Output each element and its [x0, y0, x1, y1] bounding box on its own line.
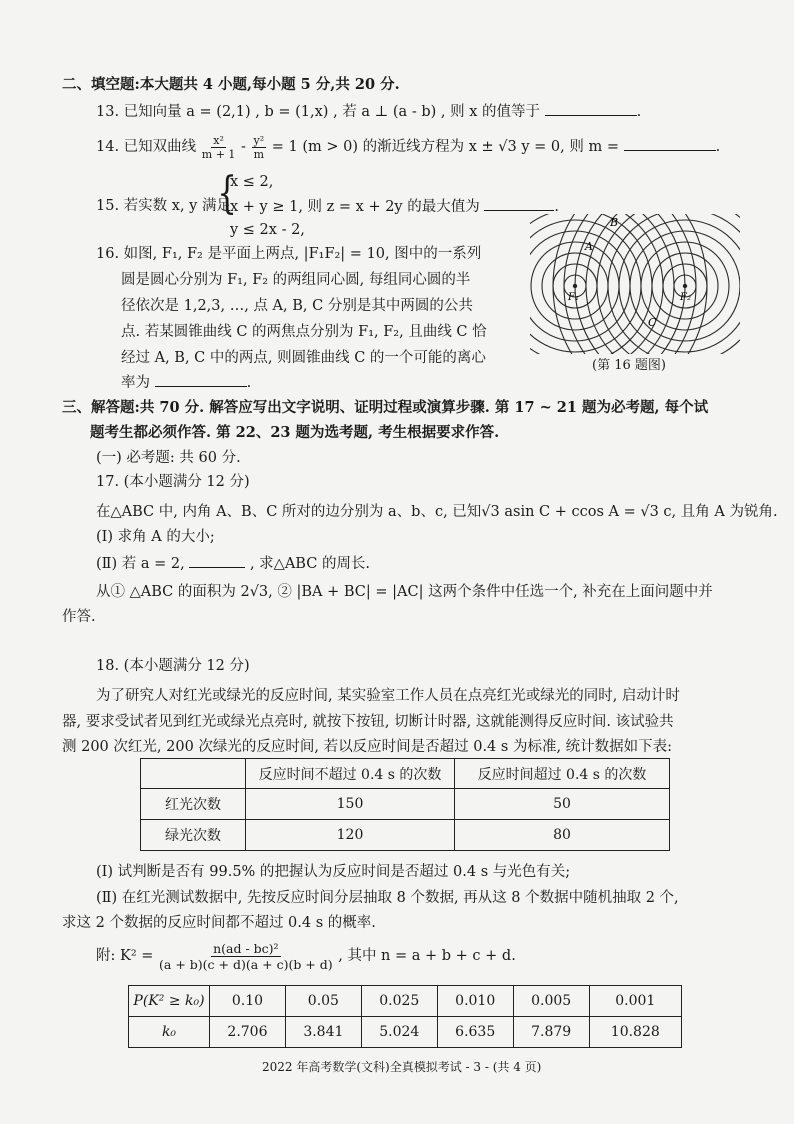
answer-blank-15: [484, 196, 554, 211]
question-18-line-1: 为了研究人对红光或绿光的反应时间, 某实验室工作人员在点亮红光或绿光的同时, 启动计时: [96, 688, 680, 704]
question-16-line-1: 16. 如图, F₁, F₂ 是平面上两点, |F₁F₂| = 10, 图中的一系列: [96, 246, 482, 262]
question-18-part-1: (Ⅰ) 试判断是否有 99.5% 的把握认为反应时间是否超过 0.4 s 与光色有关;: [96, 864, 571, 880]
critical-value-table: [128, 985, 682, 1048]
question-13: 13. 已知向量 a = (2,1) , b = (1,x) , 若 a ⊥ (a - b) , 则 x 的值等于 .: [96, 101, 641, 122]
critical-table-cell: 0.05: [285, 986, 361, 1017]
brace-symbol: {: [217, 168, 237, 219]
formula-fraction: [159, 941, 333, 972]
label-b: B: [610, 216, 619, 229]
table-cell-red-not-over: 150: [246, 789, 455, 820]
formula-pre: 附: K² =: [96, 948, 154, 964]
question-15-pre: 15. 若实数 x, y 满足: [96, 198, 231, 214]
question-14-post: = 1 (m > 0) 的渐近线方程为 x ± √3 y = 0, 则 m =: [271, 139, 619, 155]
question-14-pre: 14. 已知双曲线: [96, 139, 197, 155]
focus-f1-dot: [573, 284, 577, 288]
question-17-part-1: (Ⅰ) 求角 A 的大小;: [96, 529, 215, 545]
question-16-line-2: 圆是圆心分别为 F₁, F₂ 的两组同心圆, 每组同心圆的半: [121, 272, 471, 288]
question-17-part-2: [96, 553, 370, 574]
fraction-x2-den: m + 1: [201, 147, 236, 161]
question-17-part-2-post: , 求△ABC 的周长.: [249, 556, 371, 572]
question-17-condition: 从① △ABC 的面积为 2√3, ② |BA + BC| = |AC| 这两个条件中任选一个, 补充在上面问题中并: [96, 584, 713, 600]
figure-caption: (第 16 题图): [592, 358, 666, 373]
table-header-not-over: 反应时间不超过 0.4 s 的次数: [246, 759, 455, 789]
critical-table-cell: 3.841: [285, 1017, 361, 1048]
table-cell-red-over: 50: [455, 789, 670, 820]
figure-concentric-circles: [530, 214, 740, 354]
answer-blank-13: [545, 101, 637, 116]
question-16-text-end: 率为: [121, 375, 150, 391]
table-row: [141, 789, 670, 820]
label-c: C: [648, 316, 657, 329]
question-13-text: 13. 已知向量 a = (2,1) , b = (1,x) , 若 a ⊥ (a - b) , 则 x 的值等于: [96, 104, 540, 120]
formula-post: , 其中 n = a + b + c + d.: [338, 948, 516, 964]
critical-table-cell: 0.005: [513, 986, 589, 1017]
question-17-end: 作答.: [62, 609, 96, 625]
question-18-heading: 18. (本小题满分 12 分): [96, 658, 250, 674]
minus-sign: -: [241, 139, 246, 155]
critical-table-cell: 0.025: [361, 986, 437, 1017]
concentric-circle: [530, 231, 630, 341]
table-cell-green-label: 绿光次数: [141, 820, 246, 851]
question-18-part-2-line-1: (Ⅱ) 在红光测试数据中, 先按反应时间分层抽取 8 个数据, 再从这 8 个数据中随机抽取 2 个,: [96, 890, 679, 906]
label-f2: F₂: [680, 292, 691, 303]
question-17-heading: 17. (本小题满分 12 分): [96, 474, 250, 490]
table-row: [129, 1017, 682, 1048]
table-cell-red-label: 红光次数: [141, 789, 246, 820]
constraint-2: x + y ≥ 1, 则 z = x + 2y 的最大值为: [230, 199, 480, 215]
fraction-y2-num: y²: [253, 133, 265, 147]
fraction-x2: [202, 134, 236, 161]
answer-blank-16: [155, 372, 247, 387]
question-15-constraint-2: x + y ≥ 1, 则 z = x + 2y 的最大值为 .: [230, 196, 559, 217]
label-f1: F₁: [568, 292, 579, 303]
fraction-y2-den: m: [253, 147, 265, 161]
table-row: [141, 820, 670, 851]
frequency-table: [140, 758, 670, 851]
question-17-part-2-pre: (Ⅱ) 若 a = 2,: [96, 556, 185, 572]
critical-table-cell: 2.706: [210, 1017, 286, 1048]
label-a: A: [585, 240, 593, 253]
table-cell-green-not-over: 120: [246, 820, 455, 851]
question-16-line-3: 径依次是 1,2,3, …, 点 A, B, C 分别是其中两圆的公共: [121, 298, 473, 314]
constraint-3: y ≤ 2x - 2,: [230, 222, 305, 238]
section-3-line-1: 三、解答题:共 70 分. 解答应写出文字说明、证明过程或演算步骤. 第 17 ~ 21 题为必考题, 每个试: [62, 399, 709, 416]
critical-table-cell: 0.001: [589, 986, 681, 1017]
question-16-line-5: 经过 A, B, C 中的两点, 则圆锥曲线 C 的一个可能的离心: [121, 350, 486, 366]
question-16-line-6: 率为 .: [121, 372, 251, 393]
question-17-line-1: 在△ABC 中, 内角 A、B、C 所对的边分别为 a、b、c, 已知√3 asin C + ccos A = √3 c, 且角 A 为锐角.: [96, 504, 778, 520]
critical-table-cell: 0.10: [210, 986, 286, 1017]
question-14: 14. 已知双曲线 $\frac{\text{x²}}{m + 1}$ - $\frac{\text{y²}}{m}$ = 1 (m > 0) 的渐近线方程为 x ± √3 y = 0, 则 m = .: [96, 133, 721, 161]
table-header-over: 反应时间超过 0.4 s 的次数: [455, 759, 670, 789]
critical-table-cell: 5.024: [361, 1017, 437, 1048]
question-16-line-4: 点. 若某圆锥曲线 C 的两焦点分别为 F₁, F₂, 且曲线 C 恰: [121, 324, 487, 340]
table-row: [129, 986, 682, 1017]
formula-numerator: n(ad - bc)²: [213, 940, 279, 956]
table-cell-green-over: 80: [455, 820, 670, 851]
concentric-circle: [530, 214, 652, 354]
critical-table-cell: 10.828: [589, 1017, 681, 1048]
question-18-part-2-line-2: 求这 2 个数据的反应时间都不超过 0.4 s 的概率.: [62, 915, 376, 931]
question-18-line-3: 测 200 次红光, 200 次绿光的反应时间, 若以反应时间是否超过 0.4 s 为标准, 统计数据如下表:: [62, 739, 673, 755]
table-header-row: [141, 759, 670, 789]
table-header-empty: [141, 759, 246, 789]
critical-table-cell: 7.879: [513, 1017, 589, 1048]
concentric-circle: [619, 220, 740, 352]
critical-table-cell: 6.635: [437, 1017, 513, 1048]
fraction-x2-num: x²: [213, 133, 224, 147]
answer-blank-17: [189, 553, 245, 568]
constraint-1: x ≤ 2,: [230, 174, 274, 190]
page-footer: 2022 年高考数学(文科)全真模拟考试 - 3 - (共 4 页): [262, 1060, 542, 1074]
fraction-y2: [252, 134, 267, 161]
answer-blank-14: [624, 136, 716, 151]
critical-table-cell: 0.010: [437, 986, 513, 1017]
circle-groups: [530, 214, 740, 354]
critical-table-header-p: P(K² ≥ k₀): [129, 986, 210, 1017]
question-18-line-2: 器, 要求受试者见到红光或绿光点亮时, 就按下按钮, 切断计时器, 这就能测得反应时间. 该试验共: [62, 714, 674, 730]
focus-f2-dot: [683, 284, 687, 288]
formula-line: [96, 940, 516, 972]
critical-table-header-k0: k₀: [129, 1017, 210, 1048]
section-2-title: 二、填空题:本大题共 4 小题,每小题 5 分,共 20 分.: [62, 76, 400, 93]
section-3-subtitle: (一) 必考题: 共 60 分.: [96, 450, 241, 466]
section-3-line-2: 题考生都必须作答. 第 22、23 题为选考题, 考生根据要求作答.: [90, 424, 500, 441]
formula-denominator: (a + b)(c + d)(a + c)(b + d): [159, 956, 333, 972]
